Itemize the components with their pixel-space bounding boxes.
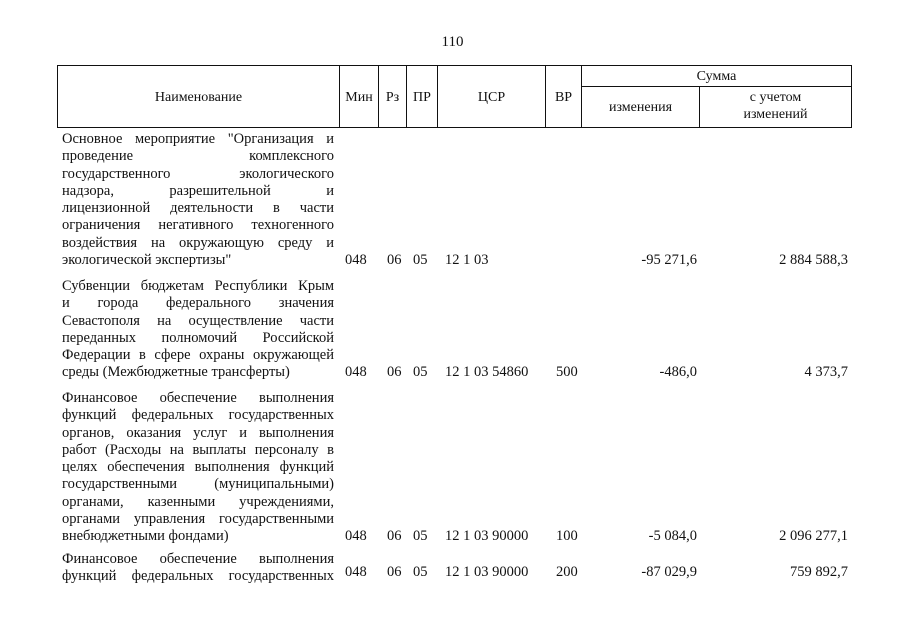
row-3-name-line: внебюджетными фондами)	[62, 528, 229, 545]
row-4-vr: 200	[556, 564, 578, 580]
row-4-name-line: Финансовое обеспечение выполнения	[62, 551, 334, 567]
row-4-csr: 12 1 03 90000	[445, 564, 529, 580]
row-1-name-line: надзора, разрешительной и	[62, 182, 334, 199]
row-1-name-line: проведение комплексного	[62, 148, 334, 165]
row-3-pr: 05	[413, 528, 428, 544]
row-4-name	[62, 551, 334, 586]
row-1-name-line: Основное мероприятие "Организация и	[62, 131, 334, 147]
row-1-name-line: ограничения негативного техногенного	[62, 217, 334, 234]
row-3-name-line: органами, казенными учреждениями,	[62, 493, 334, 510]
row-4-pr: 05	[413, 564, 428, 580]
row-3-name-line: органами управления государственными	[62, 511, 334, 528]
row-3-vr: 100	[556, 528, 578, 544]
header-csr: ЦСР	[477, 90, 506, 105]
row-2-rz: 06	[387, 364, 402, 380]
row-2-change: -486,0	[659, 364, 697, 380]
row-3-csr: 12 1 03 90000	[445, 528, 529, 544]
header-min: Мин	[345, 90, 373, 105]
row-2-name-line: переданных полномочий Российской	[62, 329, 334, 346]
header-izmeneniya: изменения	[608, 100, 673, 115]
row-2-name	[62, 278, 334, 382]
header-name: Наименование	[154, 90, 243, 105]
row-2-csr: 12 1 03 54860	[445, 364, 529, 380]
row-3-name-line: Финансовое обеспечение выполнения	[62, 390, 334, 406]
row-3-name-line: работ (Расходы на выплаты персоналу в	[62, 441, 334, 458]
row-1-name-line: государственного экологического	[62, 165, 334, 182]
row-1-name-line: лицензионной деятельности в части	[62, 200, 334, 217]
row-1-total: 2 884 588,3	[779, 252, 848, 268]
row-2-name-line: Севастополя на осуществление части	[62, 312, 334, 329]
header-s-uchetom	[700, 89, 851, 123]
row-1-min: 048	[345, 252, 367, 268]
row-1-name-line: воздействия на окружающую среду и	[62, 234, 334, 251]
row-1-pr: 05	[413, 252, 428, 268]
row-3-total: 2 096 277,1	[779, 528, 848, 544]
row-3-min: 048	[345, 528, 367, 544]
row-2-name-line: Субвенции бюджетам Республики Крым	[62, 278, 334, 294]
row-2-pr: 05	[413, 364, 428, 380]
row-4-change: -87 029,9	[641, 564, 697, 580]
header-s-uchetom-line1: с учетом	[749, 90, 802, 105]
row-3-rz: 06	[387, 528, 402, 544]
header-summa: Сумма	[696, 69, 737, 84]
row-1-change: -95 271,6	[641, 252, 697, 268]
row-2-min: 048	[345, 364, 367, 380]
row-4-rz: 06	[387, 564, 402, 580]
row-1-csr: 12 1 03	[445, 252, 489, 268]
row-1-name	[62, 131, 334, 269]
row-3-name-line: органов, оказания услуг и выполнения	[62, 424, 334, 441]
header-vr: ВР	[554, 90, 573, 105]
row-2-name-line: среды (Межбюджетные трансферты)	[62, 364, 290, 381]
row-1-rz: 06	[387, 252, 402, 268]
page-number: 110	[441, 34, 464, 50]
row-4-name-line: функций федеральных государственных	[62, 568, 334, 585]
row-2-total: 4 373,7	[804, 364, 848, 380]
row-4-min: 048	[345, 564, 367, 580]
row-3-name	[62, 390, 334, 546]
row-2-name-line: и города федерального значения	[62, 295, 334, 312]
row-1-name-line: экологической экспертизы"	[62, 252, 232, 269]
row-3-change: -5 084,0	[648, 528, 697, 544]
row-3-name-line: государственными (муниципальными)	[62, 476, 334, 493]
header-rz: Рз	[385, 90, 400, 105]
row-2-vr: 500	[556, 364, 578, 380]
row-2-name-line: Федерации в сфере охраны окружающей	[62, 347, 334, 364]
row-3-name-line: целях обеспечения выполнения функций	[62, 459, 334, 476]
row-4-total: 759 892,7	[790, 564, 848, 580]
row-3-name-line: функций федеральных государственных	[62, 407, 334, 424]
header-pr: ПР	[413, 90, 431, 105]
header-s-uchetom-line2: изменений	[743, 107, 808, 122]
